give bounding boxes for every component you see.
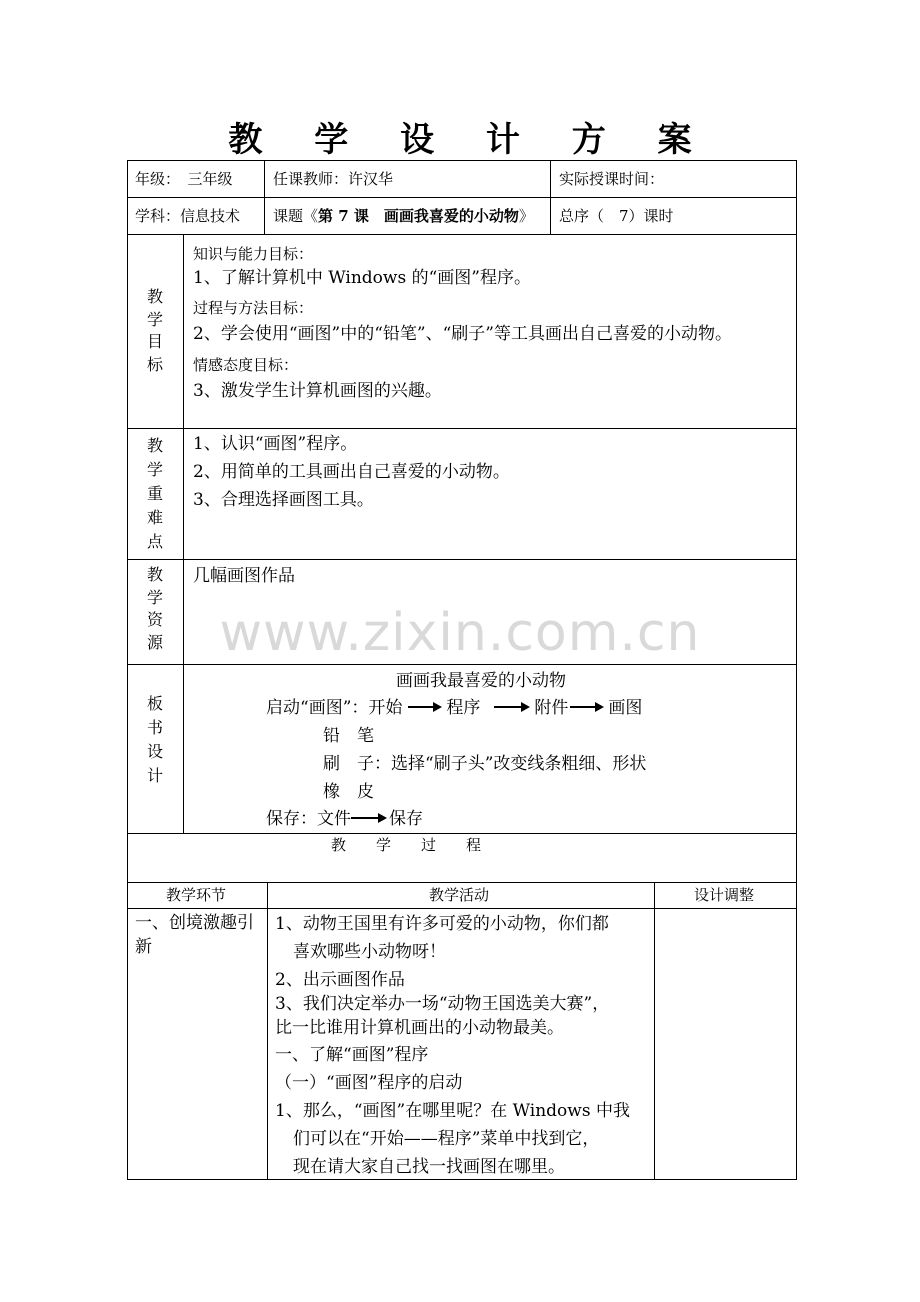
arrow-icon: [494, 706, 528, 708]
label-char: 标: [146, 354, 163, 374]
col-divider: [550, 160, 551, 234]
activity-line: 喜欢哪些小动物呀！: [293, 942, 446, 962]
row-divider: [127, 908, 797, 909]
keypoint-item: 3、合理选择画图工具。: [193, 490, 374, 510]
col-divider: [267, 882, 268, 1180]
col-divider: [654, 882, 655, 1180]
label-char: 学: [146, 587, 163, 607]
stage-text: 一、创境激趣引新: [135, 913, 254, 957]
topic-suffix: 》: [518, 207, 534, 225]
activity-line: 比一比谁用计算机画出的小动物最美。: [275, 1018, 564, 1038]
label-char: 教: [146, 565, 163, 584]
page-title: 教 学 设 计 方 案: [228, 120, 712, 160]
row-divider: [127, 882, 797, 883]
label-char: 教: [146, 436, 163, 455]
board-label: [143, 692, 167, 788]
activity-line: 3、我们决定举办一场“动物王国选美大赛”，: [275, 994, 610, 1014]
board-save-label: 保存：文件: [266, 809, 351, 829]
resources-text: 几幅画图作品: [193, 566, 295, 586]
arrow-icon: [408, 706, 440, 708]
process-heading: 教 学 过 程: [331, 836, 482, 854]
label-char: 难: [146, 508, 163, 527]
topic-prefix: 课题《: [273, 207, 319, 225]
row-divider: [127, 234, 797, 235]
activity-line: 1、动物王国里有许多可爱的小动物，你们都: [275, 914, 609, 934]
col-header-adjust: 设计调整: [694, 886, 755, 904]
row-divider: [127, 559, 797, 560]
label-char: 点: [146, 532, 163, 551]
keypoint-item: 2、用简单的工具画出自己喜爱的小动物。: [193, 462, 510, 482]
row-divider: [127, 664, 797, 665]
label-char: 目: [146, 332, 163, 351]
board-save-target: 保存: [389, 809, 423, 829]
activity-line: 现在请大家自己找一找画图在哪里。: [293, 1157, 565, 1177]
keypoints-label: [143, 434, 167, 554]
row-divider: [127, 197, 797, 198]
label-char: 计: [146, 766, 163, 785]
board-save-line: [266, 809, 423, 829]
label-char: 学: [146, 309, 163, 329]
objective-heading: 情感态度目标：: [193, 356, 299, 374]
label-char: 板: [146, 694, 163, 713]
resources-label: [143, 564, 167, 654]
keypoint-item: 1、认识“画图”程序。: [193, 434, 358, 454]
activity-line: 1、那么，“画图”在哪里呢？在 Windows 中我: [275, 1101, 630, 1121]
label-char: 源: [146, 632, 163, 652]
col-header-stage: 教学环节: [166, 886, 227, 904]
activity-line: 2、出示画图作品: [275, 970, 405, 990]
board-start-label: 启动“画图”：开始: [266, 698, 403, 718]
objective-heading: 过程与方法目标：: [193, 299, 314, 317]
label-char: 重: [146, 484, 163, 503]
board-step: 程序: [446, 698, 481, 718]
board-step: 附件: [534, 698, 569, 718]
grade-cell: 年级： 三年级: [135, 170, 233, 188]
objective-item: 3、激发学生计算机画图的兴趣。: [193, 381, 442, 401]
sequence-cell: 总序（ 7）课时: [559, 207, 674, 225]
arrow-icon: [570, 706, 602, 708]
label-char: 书: [146, 718, 163, 737]
col-divider: [183, 234, 184, 833]
label-char: 学: [146, 460, 163, 479]
objectives-label: [143, 286, 167, 376]
subject-cell: 学科：信息技术: [135, 207, 241, 225]
activity-line: 们可以在“开始——程序”菜单中找到它，: [293, 1129, 600, 1149]
col-header-activity: 教学活动: [429, 886, 490, 904]
activity-line: 一、了解“画图”程序: [275, 1045, 429, 1065]
objective-heading: 知识与能力目标：: [193, 245, 314, 263]
board-heading: 画画我最喜爱的小动物: [396, 671, 566, 691]
row-divider: [127, 833, 797, 834]
label-char: 教: [146, 287, 163, 306]
objective-item: 1、了解计算机中 Windows 的“画图”程序。: [193, 268, 531, 288]
label-char: 设: [146, 742, 163, 761]
col-divider: [264, 160, 265, 234]
board-eraser: 橡 皮: [323, 782, 374, 802]
objective-item: 2、学会使用“画图”中的“铅笔”、“刷子”等工具画出自己喜爱的小动物。: [193, 324, 732, 344]
arrow-icon: [351, 817, 385, 819]
teacher-cell: 任课教师：许汉华: [273, 170, 394, 188]
teaching-time-cell: 实际授课时间：: [559, 170, 665, 188]
topic-title: 第 7 课 画画我喜爱的小动物: [318, 207, 519, 225]
row-divider: [127, 428, 797, 429]
board-pencil: 铅 笔: [323, 726, 374, 746]
label-char: 资: [146, 610, 163, 629]
board-step: 画图: [608, 698, 643, 718]
board-brush: 刷 子：选择“刷子头”改变线条粗细、形状: [323, 754, 647, 774]
topic-cell: [273, 207, 534, 225]
watermark: www.zixin.com.cn: [219, 603, 701, 663]
activity-line: （一）“画图”程序的启动: [275, 1073, 463, 1093]
board-start-line: [266, 698, 642, 718]
